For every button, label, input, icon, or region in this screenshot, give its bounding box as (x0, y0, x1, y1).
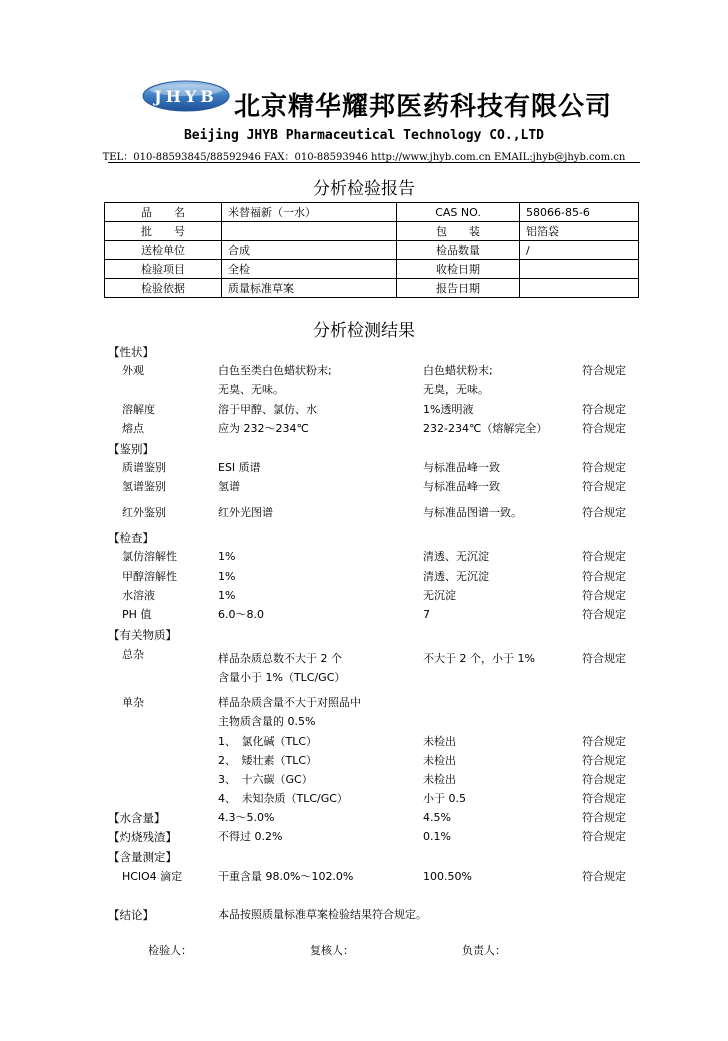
item-standard: 3、 十六碳（GC） (218, 773, 313, 786)
item-label: 甲醇溶解性 (122, 570, 177, 583)
table-cell: 包 装 (397, 222, 520, 241)
section-appearance: 【性状】 (108, 345, 154, 359)
table-row (105, 222, 639, 241)
section-water: 【水含量】 (108, 811, 166, 825)
conclusion-text: 本品按照质量标准草案检验结果符合规定。 (218, 908, 427, 921)
item-result: 0.1% (423, 830, 451, 843)
table-cell (222, 222, 397, 241)
inspector-signature: 检验人： (148, 944, 192, 957)
item-label: 氢谱鉴别 (122, 480, 166, 493)
item-verdict: 符合规定 (582, 608, 626, 621)
table-cell: 铝箔袋 (520, 222, 639, 241)
table-cell: 58066-85-6 (520, 203, 639, 222)
item-standard: ESI 质谱 (218, 461, 261, 474)
item-result: 清透、无沉淀 (423, 570, 489, 583)
table-cell: 送检单位 (105, 241, 222, 260)
item-standard: 溶于甲醇、氯仿、水 (218, 403, 317, 416)
item-label: 氯仿溶解性 (122, 550, 177, 563)
item-standard: 1% (218, 570, 236, 583)
item-standard: 1% (218, 550, 236, 563)
item-label: PH 值 (122, 608, 152, 621)
item-standard: 不得过 0.2% (218, 830, 283, 843)
table-cell: 品 名 (105, 203, 222, 222)
table-cell: 检验项目 (105, 260, 222, 279)
item-standard: 2、 矮壮素（TLC） (218, 754, 318, 767)
item-verdict: 符合规定 (582, 422, 626, 435)
item-result: 无沉淀 (423, 589, 456, 602)
item-result: 1%透明液 (423, 403, 474, 416)
item-result: 与标准品峰一致 (423, 461, 500, 474)
item-label: 质谱鉴别 (122, 461, 166, 474)
item-label: HClO4 滴定 (122, 870, 183, 883)
table-cell: 质量标准草案 (222, 279, 397, 298)
sample-info-table (104, 202, 639, 298)
item-result: 与标准品峰一致 (423, 480, 500, 493)
item-verdict: 符合规定 (582, 550, 626, 563)
item-result: 小于 0.5 (423, 792, 466, 805)
item-result: 白色蜡状粉末; (423, 364, 493, 377)
table-cell: 收检日期 (397, 260, 520, 279)
reviewer-signature: 复核人： (310, 944, 354, 957)
item-verdict: 符合规定 (582, 403, 626, 416)
item-result: 未检出 (423, 735, 456, 748)
header-divider (108, 162, 640, 163)
table-cell: 检品数量 (397, 241, 520, 260)
item-standard: 主物质含量的 0.5% (218, 715, 316, 728)
item-result: 4.5% (423, 811, 451, 824)
item-standard: 4、 未知杂质（TLC/GC） (218, 792, 348, 805)
item-verdict: 符合规定 (582, 506, 626, 519)
table-cell: 检验依据 (105, 279, 222, 298)
item-standard: 白色至类白色蜡状粉末; (218, 364, 332, 377)
item-verdict: 符合规定 (582, 364, 626, 377)
item-standard: 6.0～8.0 (218, 608, 264, 621)
section-conclusion: 【结论】 (108, 908, 154, 922)
company-logo (142, 78, 230, 114)
item-verdict: 符合规定 (582, 830, 626, 843)
table-cell: CAS NO. (397, 203, 520, 222)
item-standard: 无臭、无味。 (218, 383, 284, 396)
item-label: 熔点 (122, 422, 144, 435)
item-standard: 应为 232～234℃ (218, 422, 309, 435)
item-standard: 1% (218, 589, 236, 602)
item-result: 232-234℃（熔解完全） (423, 422, 548, 435)
table-cell: 合成 (222, 241, 397, 260)
logo-text: JHYB (154, 87, 218, 106)
item-label: 单杂 (122, 696, 144, 709)
item-verdict: 符合规定 (582, 754, 626, 767)
section-ash: 【灼烧残渣】 (108, 830, 177, 844)
item-label: 水溶液 (122, 589, 155, 602)
item-label: 总杂 (122, 648, 144, 661)
section-assay: 【含量测定】 (108, 850, 177, 864)
table-cell: / (520, 241, 639, 260)
table-row (105, 241, 639, 260)
company-name-en: Beijing JHYB Pharmaceutical Technology CO.,LTD (183, 128, 545, 143)
item-verdict: 符合规定 (582, 870, 626, 883)
company-name-cn: 北京精华耀邦医药科技有限公司 (234, 92, 613, 122)
item-verdict: 符合规定 (582, 570, 626, 583)
item-standard: 1、 氯化碱（TLC） (218, 735, 318, 748)
item-standard: 氢谱 (218, 480, 240, 493)
item-result: 未检出 (423, 773, 456, 786)
item-result: 清透、无沉淀 (423, 550, 489, 563)
section-inspection: 【检查】 (108, 531, 154, 545)
table-cell: 报告日期 (397, 279, 520, 298)
manager-signature: 负责人： (462, 944, 506, 957)
item-verdict: 符合规定 (582, 811, 626, 824)
item-label: 溶解度 (122, 403, 155, 416)
result-title: 分析检测结果 (313, 321, 415, 341)
item-standard: 含量小于 1%（TLC/GC） (218, 671, 346, 684)
section-related-substances: 【有关物质】 (108, 628, 177, 642)
item-result: 100.50% (423, 870, 472, 883)
item-verdict: 符合规定 (582, 773, 626, 786)
item-standard: 干重含量 98.0%～102.0% (218, 870, 354, 883)
item-standard: 4.3～5.0% (218, 811, 275, 824)
item-standard: 样品杂质总数不大于 2 个 (218, 652, 342, 665)
item-result: 未检出 (423, 754, 456, 767)
item-result: 7 (423, 608, 430, 621)
table-row (105, 203, 639, 222)
item-standard: 样品杂质含量不大于对照品中 (218, 696, 361, 709)
item-verdict: 符合规定 (582, 652, 626, 665)
item-standard: 红外光图谱 (218, 506, 273, 519)
section-identification: 【鉴别】 (108, 442, 154, 456)
item-result: 不大于 2 个，小于 1% (423, 652, 535, 665)
item-verdict: 符合规定 (582, 480, 626, 493)
item-verdict: 符合规定 (582, 589, 626, 602)
table-row (105, 279, 639, 298)
item-result: 无臭，无味。 (423, 383, 489, 396)
item-verdict: 符合规定 (582, 792, 626, 805)
table-cell: 批 号 (105, 222, 222, 241)
item-result: 与标准品图谱一致。 (423, 506, 522, 519)
table-cell: 米替福新（一水） (222, 203, 397, 222)
table-cell (520, 279, 639, 298)
item-label: 外观 (122, 364, 144, 377)
contact-line: TEL：010-88593845/88592946 FAX：010-88593946 http://www.jhyb.com.cn EMAIL:jhyb@jhyb.com.cn (102, 152, 626, 163)
item-verdict: 符合规定 (582, 735, 626, 748)
report-title: 分析检验报告 (313, 179, 415, 199)
table-row (105, 260, 639, 279)
table-cell (520, 260, 639, 279)
table-cell: 全检 (222, 260, 397, 279)
item-verdict: 符合规定 (582, 461, 626, 474)
item-label: 红外鉴别 (122, 506, 166, 519)
